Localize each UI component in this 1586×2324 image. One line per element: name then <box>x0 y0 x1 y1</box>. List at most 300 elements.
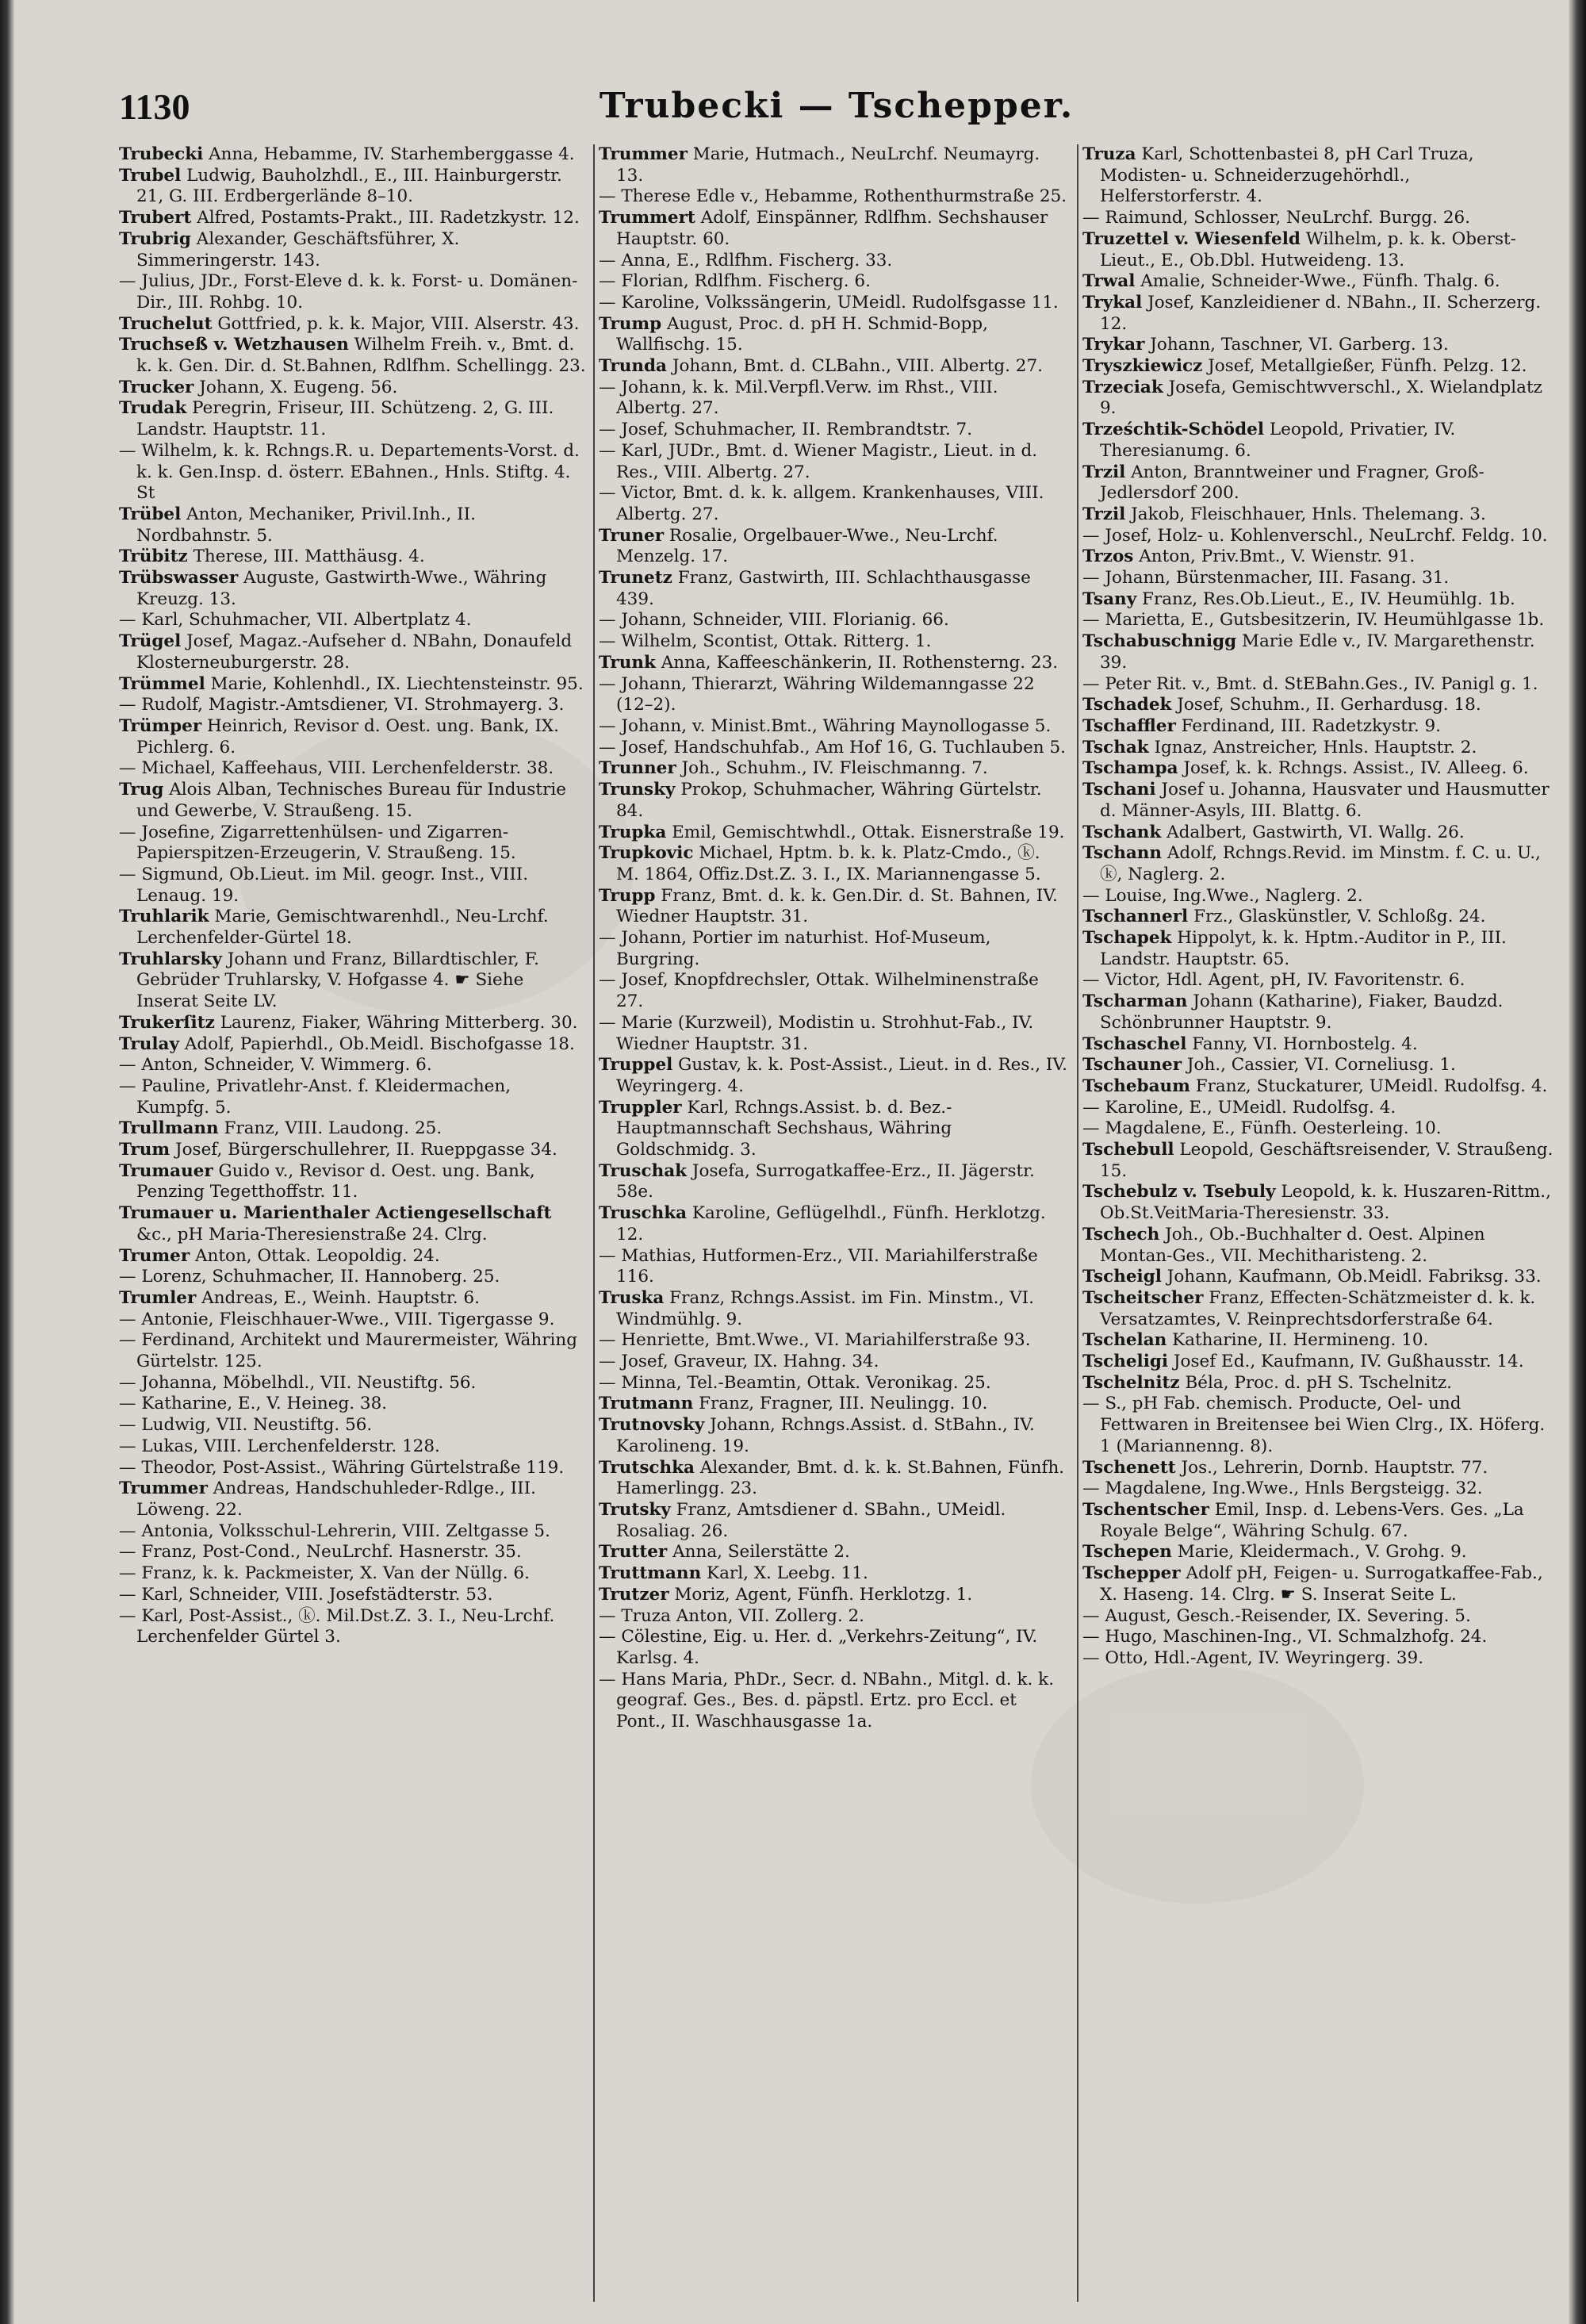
entry-details: — Sigmund, Ob.Lieut. im Mil. geogr. Inst., VIII. Lenaug. 19. <box>119 864 529 906</box>
entry-details: — Katharine, E., V. Heineg. 38. <box>119 1394 388 1414</box>
entry-details: — Florian, Rdlfhm. Fischerg. 6. <box>599 271 871 292</box>
entry-details: — Pauline, Privatlehr-Anst. f. Kleidermachen, Kumpfg. 5. <box>119 1076 511 1118</box>
directory-entry <box>599 1246 1068 1288</box>
entry-details: Gustav, k. k. Post-Assist., Lieut. in d. Res., IV. Weyringerg. 4. <box>616 1055 1068 1096</box>
directory-entry <box>1082 1478 1554 1500</box>
directory-entry <box>1082 1458 1554 1479</box>
entry-details: — Lorenz, Schuhmacher, II. Hannoberg. 25. <box>119 1267 500 1287</box>
directory-entry <box>119 610 588 631</box>
directory-entry <box>599 293 1068 314</box>
directory-entry <box>599 356 1068 378</box>
entry-details: Laurenz, Fiaker, Währing Mitterberg. 30. <box>214 1012 578 1033</box>
entry-details: — Josefine, Zigarrettenhülsen- und Zigarren-Papierspitzen-Erzeugerin, V. Straußeng. 15. <box>119 822 516 864</box>
entry-details: — Josef, Handschuhfab., Am Hof 16, G. Tuchlauben 5. <box>599 737 1066 757</box>
directory-entry <box>599 610 1068 631</box>
directory-entry <box>119 144 588 166</box>
directory-entry <box>119 1076 588 1118</box>
entry-details: Auguste, Gastwirth-Wwe., Währing Kreuzg. 13. <box>136 568 547 609</box>
directory-entry <box>119 1563 588 1585</box>
directory-entry <box>599 738 1068 759</box>
entry-details: Josef Ed., Kaufmann, IV. Gußhausstr. 14. <box>1168 1352 1524 1372</box>
entry-details: Adolf pH, Feigen- u. Surrogatkaffee-Fab., X. Haseng. 14. Clrg. ☛ S. Inserat Seite L. <box>1100 1563 1543 1605</box>
entry-surname: Truschka <box>599 1203 688 1224</box>
entry-details: Joh., Schuhm., IV. Fleischmanng. 7. <box>676 758 988 779</box>
scan-edge-left <box>0 0 14 2324</box>
entry-details: Karl, Schottenbastei 8, pH Carl Truza, Modisten- u. Schneiderzugehörhdl., Helferstorferstr. 4. <box>1100 144 1474 207</box>
entry-details: Karl, X. Leebg. 11. <box>701 1563 868 1584</box>
directory-entry <box>1082 1373 1554 1394</box>
entry-details: Amalie, Schneider-Wwe., Fünfh. Thalg. 6. <box>1135 271 1500 292</box>
entry-details: — Magdalene, Ing.Wwe., Hnls Bergsteigg. 32. <box>1082 1478 1483 1499</box>
directory-entry <box>119 674 588 696</box>
entry-details: Katharine, II. Hermineng. 10. <box>1167 1330 1429 1351</box>
directory-entry <box>1082 1352 1554 1373</box>
entry-details: Josef, Magaz.-Aufseher d. NBahn, Donaufeld Klosterneuburgerstr. 28. <box>136 631 573 673</box>
directory-entry <box>1082 229 1554 271</box>
entry-surname: Trumler <box>119 1287 197 1308</box>
directory-entry <box>119 229 588 271</box>
entry-surname: Trübitz <box>119 546 188 567</box>
entry-details: Marie Edle v., IV. Margarethenstr. 39. <box>1100 631 1535 673</box>
entry-surname: Tschak <box>1082 737 1149 757</box>
entry-details: Peregrin, Friseur, III. Schützeng. 2, G. III. Landstr. Hauptstr. 11. <box>136 398 554 440</box>
directory-entry <box>119 335 588 377</box>
column-divider <box>593 144 595 2302</box>
entry-details: Josef, Bürgerschullehrer, II. Rueppgasse 34. <box>170 1140 557 1160</box>
directory-entry <box>119 1161 588 1203</box>
directory-entry <box>599 970 1068 1012</box>
entry-details: — Magdalene, E., Fünfh. Oesterleing. 10. <box>1082 1118 1442 1139</box>
entry-details: — Johanna, Möbelhdl., VII. Neustiftg. 56. <box>119 1372 477 1393</box>
entry-details: — Louise, Ing.Wwe., Naglerg. 2. <box>1082 885 1363 906</box>
entry-details: Michael, Hptm. b. k. k. Platz-Cmdo., ⓚ. M. 1864, Offiz.Dst.Z. 3. I., IX. Mariannengasse 5. <box>616 843 1041 884</box>
entry-surname: Tschadek <box>1082 695 1172 715</box>
directory-entry <box>599 1203 1068 1245</box>
directory-entry <box>1082 843 1554 885</box>
directory-entry <box>599 631 1068 653</box>
entry-details: — Karoline, Volkssängerin, UMeidl. Rudolfsgasse 11. <box>599 292 1059 313</box>
entry-surname: Trzil <box>1082 462 1126 482</box>
directory-entry <box>599 378 1068 420</box>
entry-surname: Tschebulz v. Tsebuly <box>1082 1182 1276 1202</box>
entry-details: Leopold, Geschäftsreisender, V. Straußeng. 15. <box>1100 1140 1553 1181</box>
entry-surname: Trunetz <box>599 568 672 589</box>
entry-details: Franz, Res.Ob.Lieut., E., IV. Heumühlg. 1b. <box>1136 589 1515 609</box>
entry-details: — Raimund, Schlosser, NeuLrchf. Burgg. 26. <box>1082 208 1471 228</box>
directory-entry <box>599 1394 1068 1415</box>
entry-details: — Peter Rit. v., Bmt. d. StEBahn.Ges., IV. Panigl g. 1. <box>1082 673 1538 694</box>
directory-entry <box>599 716 1068 738</box>
entry-details: — Hugo, Maschinen-Ing., VI. Schmalzhofg. 24. <box>1082 1627 1488 1647</box>
directory-entry <box>599 1161 1068 1203</box>
directory-entry <box>1082 1034 1554 1056</box>
directory-entry <box>599 186 1068 208</box>
directory-entry <box>119 758 588 780</box>
entry-surname: Trunda <box>599 356 667 377</box>
entry-surname: Tscheitscher <box>1082 1287 1204 1308</box>
entry-details: — Johann, Portier im naturhist. Hof-Museum, Burgring. <box>599 928 991 969</box>
entry-details: Marie, Hutmach., NeuLrchf. Neumayrg. 13. <box>616 144 1040 186</box>
entry-surname: Trum <box>119 1140 170 1160</box>
entry-surname: Tschebull <box>1082 1140 1174 1160</box>
directory-entry <box>1082 589 1554 611</box>
entry-details: Alexander, Bmt. d. k. k. St.Bahnen, Fünfh. Hamerlingg. 23. <box>616 1457 1065 1499</box>
directory-entry <box>599 1330 1068 1352</box>
column-divider <box>1077 144 1078 2302</box>
entry-surname: Tschani <box>1082 780 1156 800</box>
column-left <box>119 144 588 2302</box>
entry-details: Adolf, Einspänner, Rdlfhm. Sechshauser Hauptstr. 60. <box>616 208 1048 249</box>
entry-surname: Trumer <box>119 1245 190 1266</box>
entry-surname: Trunner <box>599 758 676 779</box>
entry-surname: Trummert <box>599 208 695 228</box>
entry-details: Johann, Bmt. d. CLBahn., VIII. Albertg. 27. <box>667 356 1043 377</box>
directory-entry <box>599 1288 1068 1330</box>
entry-details: — Franz, k. k. Packmeister, X. Van der Nüllg. 6. <box>119 1563 530 1584</box>
directory-entry <box>119 208 588 229</box>
directory-entry <box>1082 1648 1554 1670</box>
directory-entry <box>1082 1606 1554 1628</box>
directory-entry <box>1082 1118 1554 1140</box>
entry-surname: Trutnovsky <box>599 1415 705 1436</box>
entry-details: — S., pH Fab. chemisch. Producte, Oel- und Fettwaren in Breitensee bei Wien Clrg., IX. Höferg. 1 (Mariannenng. 8). <box>1082 1394 1546 1456</box>
directory-entry <box>599 441 1068 483</box>
directory-entry <box>1082 462 1554 504</box>
directory-entry <box>599 1098 1068 1161</box>
directory-entry <box>119 1330 588 1372</box>
directory-entry <box>119 1203 588 1245</box>
directory-entry <box>119 1013 588 1034</box>
entry-details: Johann (Katharine), Fiaker, Baudzd. Schönbrunner Hauptstr. 9. <box>1100 991 1504 1033</box>
page-number: 1130 <box>119 86 190 127</box>
entry-details: Ignaz, Anstreicher, Hnls. Hauptstr. 2. <box>1148 737 1477 757</box>
entry-details: Ludwig, Bauholzhdl., E., III. Hainburgerstr. 21, G. III. Erdbergerlände 8–10. <box>136 165 562 207</box>
entry-details: — Truza Anton, VII. Zollerg. 2. <box>599 1605 865 1626</box>
entry-details: — Victor, Hdl. Agent, pH, IV. Favoritenstr. 6. <box>1082 970 1465 991</box>
directory-entry <box>599 758 1068 780</box>
directory-entry <box>599 1627 1068 1669</box>
directory-entry <box>1082 823 1554 844</box>
directory-entry <box>119 378 588 399</box>
directory-entry <box>599 674 1068 716</box>
entry-surname: Trucker <box>119 377 194 397</box>
entry-surname: Trübel <box>119 504 182 524</box>
entry-details: Anna, Seilerstätte 2. <box>667 1542 850 1563</box>
directory-entry <box>119 695 588 716</box>
entry-details: Marie, Gemischtwarenhdl., Neu-Lrchf. Lerchenfelder-Gürtel 18. <box>136 907 549 949</box>
entry-surname: Trump <box>599 313 662 334</box>
entry-details: Wilhelm Freih. v., Bmt. d. k. k. Gen. Dir. d. St.Bahnen, Rdlfhm. Schellingg. 23. <box>136 335 586 377</box>
directory-entry <box>599 1373 1068 1394</box>
entry-details: — Johann, Thierarzt, Währing Wildemanngasse 22 (12–2). <box>599 673 1035 715</box>
directory-entry <box>119 1310 588 1331</box>
directory-entry <box>119 1542 588 1563</box>
entry-details: Anton, Priv.Bmt., V. Wienstr. 91. <box>1133 546 1416 567</box>
directory-entry <box>599 1013 1068 1055</box>
entry-surname: Trudak <box>119 398 187 419</box>
entry-details: — Marietta, E., Gutsbesitzerin, IV. Heumühlgasse 1b. <box>1082 610 1545 631</box>
entry-surname: Trześchtik-Schödel <box>1082 420 1264 440</box>
entry-details: Marie, Kleidermach., V. Grohg. 9. <box>1171 1542 1467 1563</box>
directory-entry <box>599 1500 1068 1542</box>
directory-entry <box>1082 970 1554 991</box>
directory-entry <box>599 1585 1068 1606</box>
directory-entry <box>119 271 588 313</box>
entry-surname: Trykal <box>1082 292 1143 313</box>
directory-entry <box>1082 738 1554 759</box>
directory-entry <box>119 631 588 673</box>
directory-entry <box>1082 1563 1554 1605</box>
entry-details: — August, Gesch.-Reisender, IX. Severing. 5. <box>1082 1605 1471 1626</box>
directory-entry <box>119 441 588 504</box>
directory-entry <box>599 1670 1068 1733</box>
directory-entry <box>119 1436 588 1458</box>
entry-details: Wilhelm, p. k. k. Oberst-Lieut., E., Ob.Dbl. Hutweideng. 13. <box>1100 228 1516 270</box>
entry-surname: Trubecki <box>119 144 204 164</box>
directory-entry <box>1082 610 1554 631</box>
entry-details: Josefa, Surrogatkaffee-Erz., II. Jägerstr. 58e. <box>616 1160 1035 1202</box>
directory-entry <box>1082 420 1554 462</box>
entry-surname: Tschech <box>1082 1224 1160 1244</box>
entry-surname: Tschaffler <box>1082 715 1176 736</box>
entry-surname: Tschepper <box>1082 1563 1181 1584</box>
directory-entry <box>1082 886 1554 907</box>
entry-surname: Trumauer u. Marienthaler Actiengesellschaft <box>119 1203 552 1224</box>
directory-entry <box>599 314 1068 356</box>
entry-details: Rosalie, Orgelbauer-Wwe., Neu-Lrchf. Menzelg. 17. <box>616 525 998 567</box>
entry-details: Johann, Rchngs.Assist. d. StBahn., IV. Karolineng. 19. <box>616 1415 1035 1456</box>
scan-edge-right <box>1569 0 1586 2324</box>
entry-details: Josef, Schuhm., II. Gerhardusg. 18. <box>1171 695 1481 715</box>
entry-surname: Truhlarsky <box>119 949 222 969</box>
entry-details: — Josef, Knopfdrechsler, Ottak. Wilhelminenstraße 27. <box>599 970 1039 1012</box>
entry-details: — Ludwig, VII. Neustiftg. 56. <box>119 1415 373 1436</box>
entry-details: Adolf, Rchngs.Revid. im Minstm. f. C. u. U., ⓚ, Naglerg. 2. <box>1100 843 1541 884</box>
directory-entry <box>599 1563 1068 1585</box>
entry-surname: Trummer <box>119 1478 208 1499</box>
directory-entry <box>1082 1225 1554 1267</box>
directory-entry <box>119 865 588 907</box>
entry-surname: Trzil <box>1082 504 1126 524</box>
directory-entry <box>1082 1394 1554 1457</box>
directory-entry <box>599 483 1068 525</box>
entry-details: Alois Alban, Technisches Bureau für Industrie und Gewerbe, V. Straußeng. 15. <box>136 780 566 821</box>
entry-details: Andreas, Handschuhleder-Rdlge., III. Löweng. 22. <box>136 1478 536 1520</box>
entry-details: Franz, Gastwirth, III. Schlachthausgasse 439. <box>616 568 1031 609</box>
directory-entry <box>599 526 1068 568</box>
entry-details: Béla, Proc. d. pH S. Tschelnitz. <box>1179 1372 1452 1393</box>
entry-details: — Minna, Tel.-Beamtin, Ottak. Veronikag. 25. <box>599 1372 991 1393</box>
entry-surname: Truchelut <box>119 313 213 334</box>
directory-entry <box>119 1140 588 1161</box>
entry-details: Anna, Kaffeeschänkerin, II. Rothensterng. 23. <box>655 652 1059 673</box>
directory-entry <box>119 546 588 568</box>
directory-entry <box>599 823 1068 844</box>
directory-entry <box>1082 1288 1554 1330</box>
entry-surname: Truzettel v. Wiesenfeld <box>1082 228 1301 249</box>
entry-surname: Tschann <box>1082 843 1163 864</box>
directory-entry <box>119 716 588 758</box>
entry-details: Franz, Rchngs.Assist. im Fin. Minstm., VI. Windmühlg. 9. <box>616 1287 1034 1329</box>
directory-entry <box>119 568 588 610</box>
directory-entry <box>1082 1098 1554 1119</box>
entry-details: — Ferdinand, Architekt und Maurermeister, Währing Gürtelstr. 125. <box>119 1330 577 1372</box>
entry-details: — Karl, JUDr., Bmt. d. Wiener Magistr., Lieut. in d. Res., VIII. Albertg. 27. <box>599 440 1038 482</box>
entry-details: Josef u. Johanna, Hausvater und Hausmutter d. Männer-Asyls, III. Blattg. 6. <box>1100 780 1550 821</box>
entry-details: Alexander, Geschäftsführer, X. Simmeringerstr. 143. <box>136 228 460 270</box>
directory-entry <box>1082 1500 1554 1542</box>
entry-details: Jos., Lehrerin, Dornb. Hauptstr. 77. <box>1175 1457 1488 1478</box>
entry-details: Johann, X. Eugeng. 56. <box>193 377 398 397</box>
directory-entry <box>1082 504 1554 526</box>
entry-surname: Trutschka <box>599 1457 695 1478</box>
entry-details: Johann, Taschner, VI. Garberg. 13. <box>1144 335 1449 355</box>
directory-entry <box>119 1034 588 1056</box>
entry-surname: Truhlarik <box>119 907 209 927</box>
directory-columns <box>119 144 1554 2302</box>
directory-entry <box>119 1373 588 1394</box>
entry-details: Anton, Ottak. Leopoldig. 24. <box>190 1245 440 1266</box>
entry-surname: Tschelan <box>1082 1330 1167 1351</box>
entry-details: Josef, Kanzleidiener d. NBahn., II. Scherzerg. 12. <box>1100 292 1542 334</box>
entry-details: — Franz, Post-Cond., NeuLrchf. Hasnerstr. 35. <box>119 1542 522 1563</box>
directory-entry <box>599 1415 1068 1457</box>
directory-entry <box>119 1606 588 1648</box>
entry-details: &c., pH Maria-Theresienstraße 24. Clrg. <box>136 1224 488 1244</box>
directory-entry <box>1082 293 1554 335</box>
directory-entry <box>599 144 1068 186</box>
entry-surname: Tschenett <box>1082 1457 1176 1478</box>
entry-surname: Tscheigl <box>1082 1267 1162 1287</box>
entry-details: Anton, Branntweiner und Fragner, Groß-Jedlersdorf 200. <box>1100 462 1484 504</box>
entry-surname: Tschebaum <box>1082 1076 1190 1096</box>
entry-details: — Anna, E., Rdlfhm. Fischerg. 33. <box>599 250 893 270</box>
entry-details: — Karl, Schuhmacher, VII. Albertplatz 4. <box>119 610 472 631</box>
entry-details: Emil, Insp. d. Lebens-Vers. Ges. „La Royale Belge“, Währing Schulg. 67. <box>1100 1500 1524 1541</box>
column-middle <box>599 144 1068 2302</box>
entry-surname: Trümper <box>119 715 202 736</box>
directory-entry <box>119 907 588 949</box>
entry-surname: Trutmann <box>599 1394 694 1414</box>
entry-details: Josef, k. k. Rchngs. Assist., IV. Alleeg. 6. <box>1178 758 1529 779</box>
page-header <box>119 86 1554 141</box>
directory-entry <box>599 1352 1068 1373</box>
entry-surname: Truska <box>599 1287 665 1308</box>
entry-details: Gottfried, p. k. k. Major, VIII. Alserstr. 43. <box>212 313 580 334</box>
directory-entry <box>599 886 1068 928</box>
entry-details: — Theodor, Post-Assist., Währing Gürtelstraße 119. <box>119 1457 565 1478</box>
entry-details: — Johann, Schneider, VIII. Florianig. 66. <box>599 610 949 631</box>
directory-entry <box>1082 631 1554 673</box>
directory-entry <box>1082 1140 1554 1182</box>
directory-entry <box>1082 1182 1554 1224</box>
entry-details: Frz., Glaskünstler, V. Schloßg. 24. <box>1188 907 1486 927</box>
entry-surname: Tscharman <box>1082 991 1188 1012</box>
directory-entry <box>1082 1076 1554 1098</box>
entry-surname: Trumauer <box>119 1160 213 1181</box>
entry-surname: Trukerſitz <box>119 1012 215 1033</box>
entry-details: — Wilhelm, k. k. Rchngs.R. u. Departements-Vorst. d. k. k. Gen.Insp. d. österr. EBahnen., Hnls. Stiftg. 4. St <box>119 440 580 504</box>
entry-surname: Truschak <box>599 1160 688 1181</box>
directory-entry <box>119 1246 588 1267</box>
directory-entry <box>599 568 1068 610</box>
directory-entry <box>1082 378 1554 420</box>
directory-entry <box>1082 780 1554 822</box>
entry-details: — Rudolf, Magistr.-Amtsdiener, VI. Strohmayerg. 3. <box>119 695 565 715</box>
entry-surname: Tsany <box>1082 589 1137 609</box>
entry-details: Guido v., Revisor d. Oest. ung. Bank, Penzing Tegetthoffstr. 11. <box>136 1160 535 1202</box>
directory-entry <box>119 504 588 546</box>
entry-details: Franz, Bmt. d. k. k. Gen.Dir. d. St. Bahnen, IV. Wiedner Hauptstr. 31. <box>616 885 1058 927</box>
entry-details: Karoline, Geflügelhdl., Fünfh. Herklotzg. 12. <box>616 1203 1046 1244</box>
directory-entry <box>119 166 588 208</box>
directory-entry <box>119 398 588 440</box>
directory-entry <box>119 1394 588 1415</box>
entry-details: Hippolyt, k. k. Hptm.-Auditor in P., III. Landstr. Hauptstr. 65. <box>1100 928 1507 969</box>
entry-surname: Trummer <box>599 144 688 164</box>
entry-details: Joh., Cassier, VI. Corneliusg. 1. <box>1182 1055 1456 1076</box>
entry-details: Adolf, Papierhdl., Ob.Meidl. Bischofgasse 18. <box>179 1034 575 1054</box>
entry-surname: Truttmann <box>599 1563 702 1584</box>
entry-surname: Tschepen <box>1082 1542 1172 1563</box>
entry-surname: Trunk <box>599 652 656 673</box>
entry-details: Johann, Kaufmann, Ob.Meidl. Fabriksg. 33. <box>1161 1267 1542 1287</box>
entry-surname: Truchseß v. Wetzhausen <box>119 335 349 355</box>
directory-entry <box>1082 1627 1554 1648</box>
entry-surname: Tscheligi <box>1082 1352 1169 1372</box>
entry-details: August, Proc. d. pH H. Schmid-Bopp, Wallfischg. 15. <box>616 313 988 355</box>
directory-entry <box>119 823 588 865</box>
entry-surname: Trubel <box>119 165 182 186</box>
entry-details: — Karl, Schneider, VIII. Josefstädterstr. 53. <box>119 1584 493 1605</box>
directory-entry <box>1082 271 1554 293</box>
entry-details: — Antonia, Volksschul-Lehrerin, VIII. Zeltgasse 5. <box>119 1521 550 1541</box>
entry-surname: Tschabuschnigg <box>1082 631 1237 652</box>
entry-surname: Trupp <box>599 885 656 906</box>
entry-details: Franz, Fragner, III. Neulingg. 10. <box>693 1394 988 1414</box>
entry-surname: Trutter <box>599 1542 668 1563</box>
directory-entry <box>1082 526 1554 547</box>
directory-entry <box>1082 1055 1554 1076</box>
entry-details: Heinrich, Revisor d. Oest. ung. Bank, IX. Pichlerg. 6. <box>136 715 559 757</box>
entry-surname: Trubert <box>119 208 192 228</box>
entry-details: Marie, Kohlenhdl., IX. Liechtensteinstr. 95. <box>205 673 584 694</box>
directory-entry <box>119 1415 588 1436</box>
entry-surname: Trutsky <box>599 1500 671 1520</box>
entry-details: Leopold, k. k. Huszaren-Rittm., Ob.St.VeitMaria-Theresienstr. 33. <box>1100 1182 1551 1224</box>
entry-surname: Truza <box>1082 144 1136 164</box>
directory-entry <box>1082 695 1554 716</box>
entry-details: — Josef, Holz- u. Kohlenverschl., NeuLrchf. Feldg. 10. <box>1082 525 1548 546</box>
directory-entry <box>1082 356 1554 378</box>
directory-entry <box>599 653 1068 674</box>
entry-surname: Tschank <box>1082 822 1162 842</box>
directory-entry <box>599 843 1068 885</box>
directory-entry <box>119 1267 588 1288</box>
entry-details: — Johann, k. k. Mil.Verpfl.Verw. im Rhst., VIII. Albertg. 27. <box>599 377 998 419</box>
entry-details: — Mathias, Hutformen-Erz., VII. Mariahilferstraße 116. <box>599 1245 1038 1287</box>
directory-entry <box>119 1288 588 1310</box>
entry-details: Adalbert, Gastwirth, VI. Wallg. 26. <box>1161 822 1465 842</box>
entry-surname: Tryszkiewicz <box>1082 356 1203 377</box>
column-right <box>1082 144 1554 2302</box>
entry-details: Alfred, Postamts-Prakt., III. Radetzkystr. 12. <box>191 208 580 228</box>
directory-entry <box>1082 1267 1554 1288</box>
directory-entry <box>1082 1542 1554 1563</box>
entry-surname: Trubrig <box>119 228 191 249</box>
directory-entry <box>119 1521 588 1543</box>
entry-surname: Tschelnitz <box>1082 1372 1180 1393</box>
